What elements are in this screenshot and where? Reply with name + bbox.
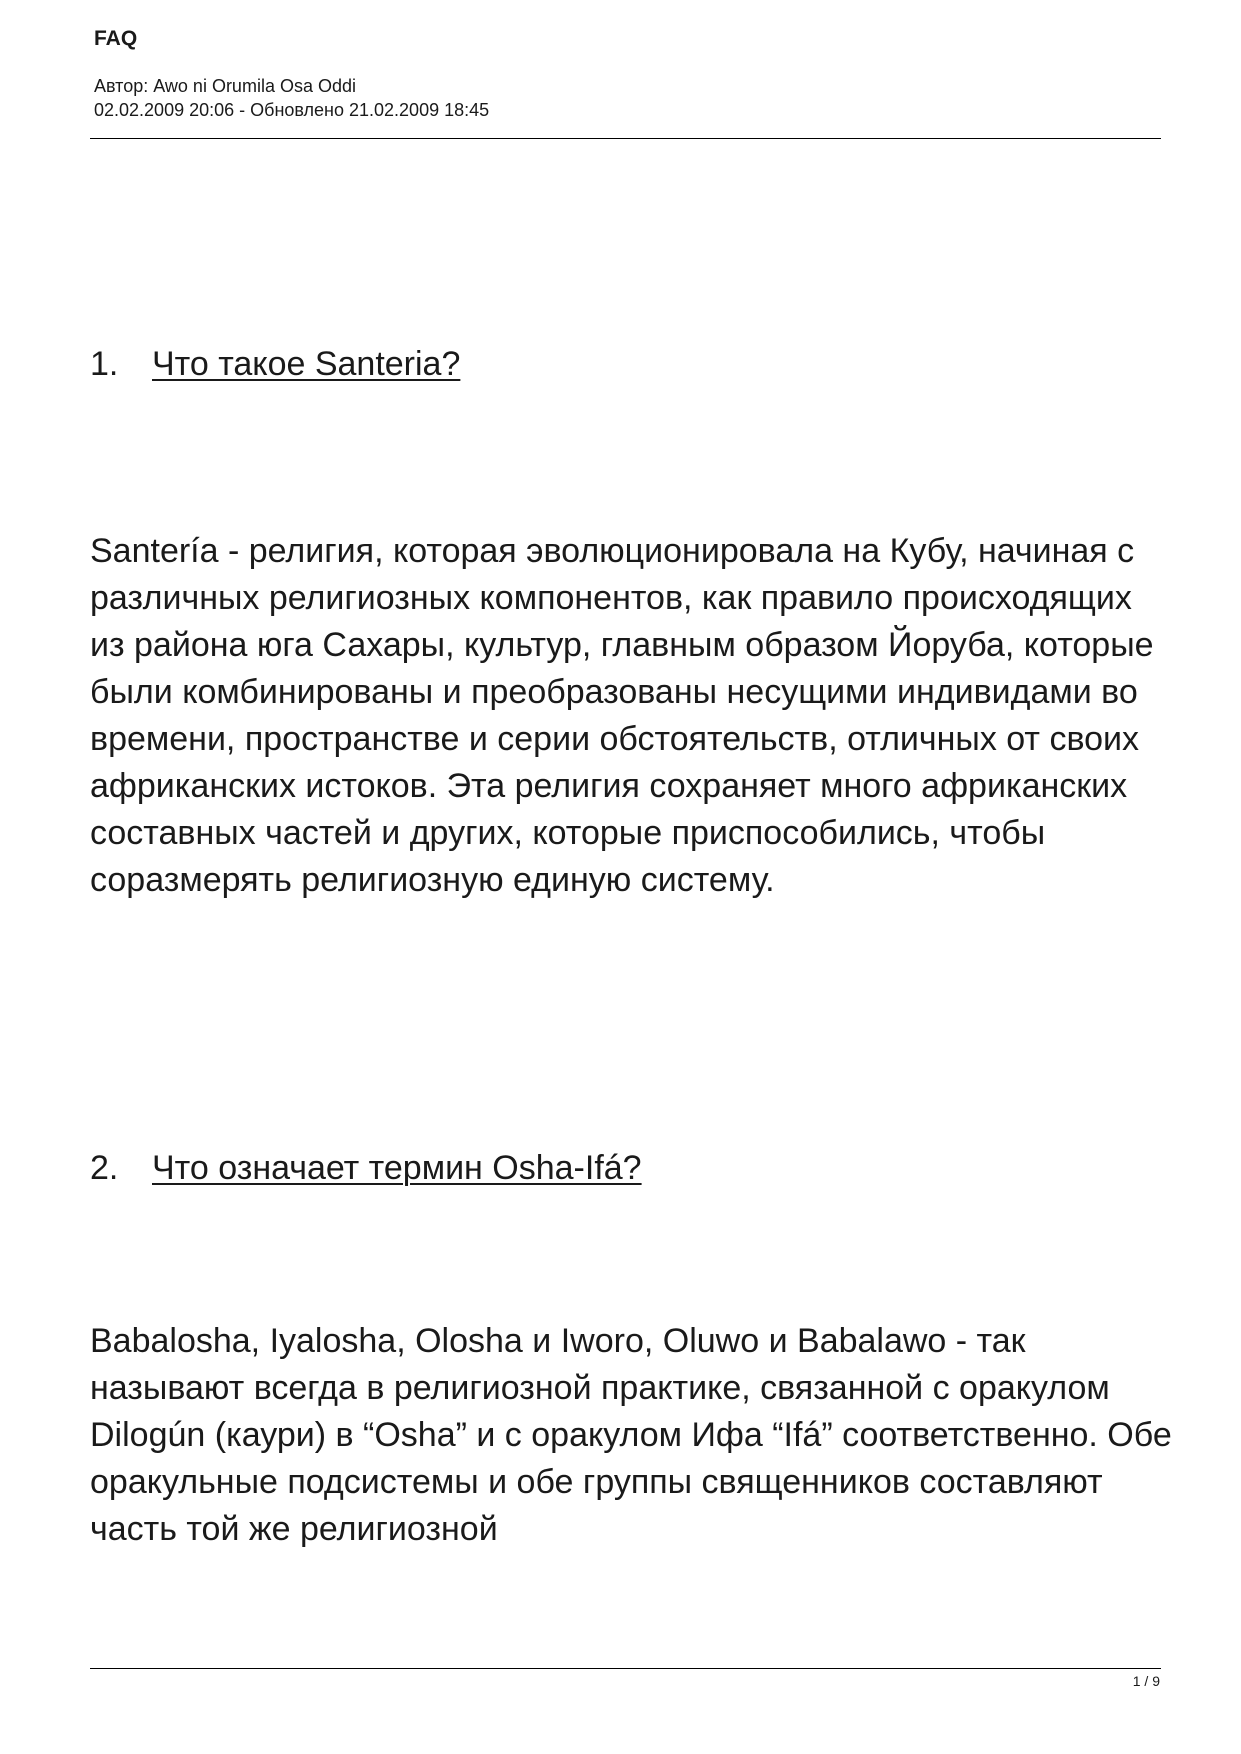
- question-heading-2: [90, 1146, 642, 1190]
- footer-divider: [90, 1668, 1161, 1669]
- article-meta: [94, 74, 1160, 122]
- answer-paragraph-1: Santería - религия, которая эволюционировала на Кубу, начиная с различных религиозных компонентов, как правило происходящих из района юга Сахары, культур, главным образом Йоруба, которые были комбинированы и преобразованы несущими индивидами во времени, пространстве и серии обстоятельств, отличных от своих африканских истоков. Эта религия сохраняет много африканских составных частей и других, которые приспособились, чтобы соразмерять религиозную единую систему.: [90, 532, 1154, 899]
- page-number: 1 / 9: [1132, 1673, 1160, 1689]
- author-line: Автор: Awo ni Orumila Osa Oddi: [94, 76, 356, 96]
- question-number: 1.: [90, 345, 119, 383]
- document-title: FAQ: [94, 27, 138, 50]
- header-divider: [90, 138, 1161, 139]
- page-header: [94, 26, 1160, 122]
- question-number: 2.: [90, 1149, 119, 1187]
- question-heading-1: [90, 342, 460, 386]
- date-line: 02.02.2009 20:06 - Обновлено 21.02.2009 18:45: [94, 100, 490, 120]
- question-text: Что означает термин Osha-Ifá?: [152, 1149, 642, 1187]
- answer-paragraph-2: Babalosha, Iyalosha, Olosha и Iworo, Oluwo и Babalawo - так называют всегда в религиозной практике, связанной с оракулом Dilogún (каури) в “Osha” и с оракулом Ифа “Ifá” соответственно. Обе оракульные подсистемы и обе группы священников составляют часть той же религиозной: [90, 1322, 1172, 1548]
- question-text: Что такое Santeria?: [152, 345, 461, 383]
